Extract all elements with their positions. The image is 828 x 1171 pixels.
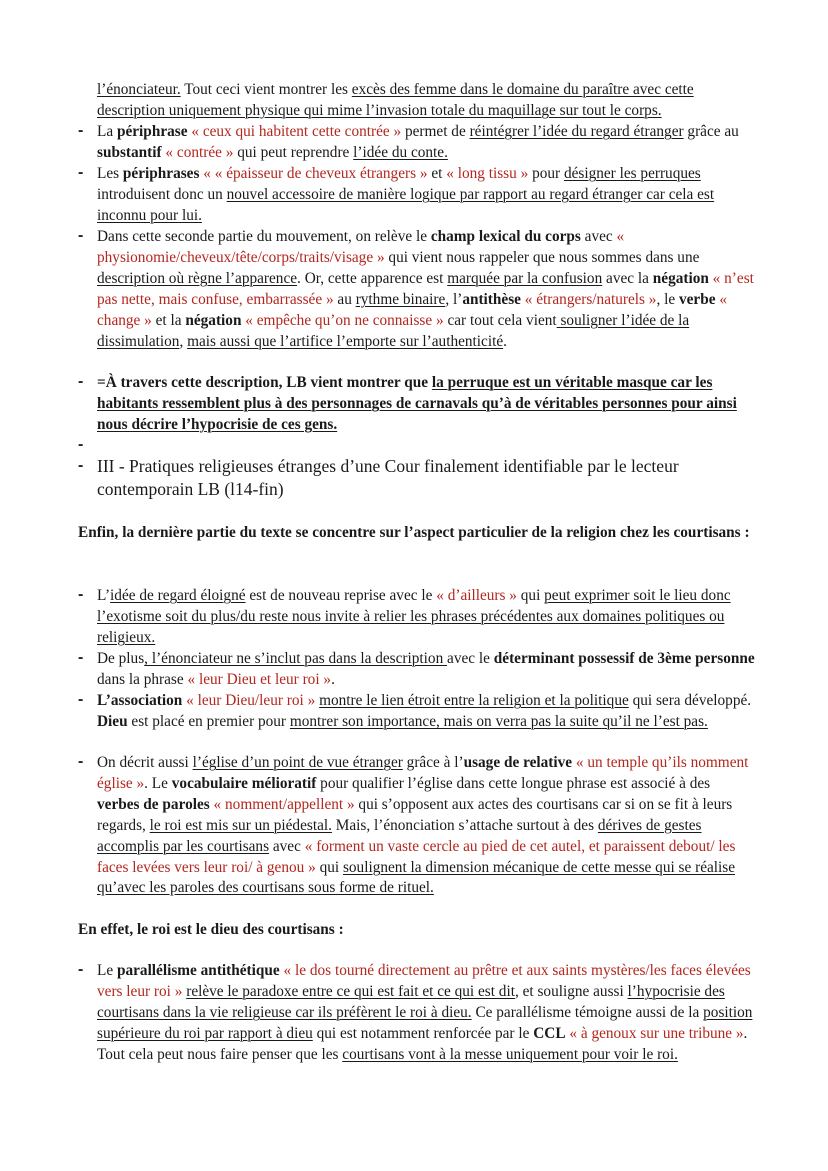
- list-item: - De plus, l’énonciateur ne s’inclut pas dans la description avec le déterminant possessif de 3ème personne dans la phrase « leur Dieu et leur roi ».: [78, 649, 755, 688]
- list-item: - L’idée de regard éloigné est de nouveau reprise avec le « d’ailleurs » qui peut exprimer soit le lieu donc l’exotisme soit du plus/du reste nous invite à relier les phrases précédentes aux domaines politiques ou religieux.: [78, 586, 731, 646]
- list-item: - La périphrase « ceux qui habitent cette contrée » permet de réintégrer l’idée du regard étranger grâce au substantif « contrée » qui peut reprendre l’idée du conte.: [78, 122, 739, 161]
- list-item: - Le parallélisme antithétique « le dos tourné directement au prêtre et aux saints mystères/les faces élevées vers leur roi » relève le paradoxe entre ce qui est fait et ce qui est dit, et souligne aussi l’hypocrisie des courtisans dans la vie religieuse car ils préfèrent le roi à dieu. Ce parallélisme témoigne aussi de la position supérieure du roi par rapport à dieu qui est notamment renforcée par le CCL « à genoux sur une tribune ». Tout cela peut nous faire penser que les courtisans vont à la messe uniquement pour voir le roi.: [78, 961, 753, 1063]
- bullet-dash: -: [78, 961, 84, 978]
- bullet-dash: -: [78, 373, 84, 390]
- list-item: - L’association « leur Dieu/leur roi » montre le lien étroit entre la religion et la politique qui sera développé. Dieu est placé en premier pour montrer son importance, mais on verra pas la suite qu’il ne l’est pas.: [78, 691, 752, 730]
- bullet-dash: -: [78, 691, 84, 708]
- list-item: - Les périphrases « « épaisseur de cheveux étrangers » et « long tissu » pour désigner les perruques introduisent donc un nouvel accessoire de manière logique par rapport au regard étranger car cela est inconnu pour lui.: [78, 164, 715, 224]
- list-item-empty: [78, 436, 756, 457]
- bullet-dash: -: [78, 122, 84, 139]
- list-item: - =À travers cette description, LB vient montrer que la perruque est un véritable masque car les habitants ressemblent plus à des personnages de carnavals qu’à de véritables personnes pour ainsi nous décrire l’hypocrisie de ces gens.: [78, 373, 737, 433]
- bullet-dash: -: [78, 227, 84, 244]
- bullet-dash: -: [78, 457, 84, 474]
- bullet-dash: -: [78, 436, 84, 453]
- bullet-dash: -: [78, 586, 84, 603]
- section-intro: Enfin, la dernière partie du texte se concentre sur l’aspect particulier de la religion chez les courtisans :: [78, 524, 750, 541]
- bullet-dash: -: [78, 753, 84, 770]
- section-heading: - III - Pratiques religieuses étranges d’une Cour finalement identifiable par le lecteur contemporain LB (l14-fin): [78, 456, 679, 499]
- continuation-paragraph: l’énonciateur. Tout ceci vient montrer les excès des femme dans le domaine du paraître avec cette description uniquement physique qui mime l’invasion totale du maquillage sur tout le corps.: [97, 81, 694, 119]
- list-item: - Dans cette seconde partie du mouvement, on relève le champ lexical du corps avec « physionomie/cheveux/tête/corps/traits/visage » qui vient nous rappeler que nous sommes dans une description où règne l’apparence. Or, cette apparence est marquée par la confusion avec la négation « n’est pas nette, mais confuse, embarrassée » au rythme binaire, l’antithèse « étrangers/naturels », le verbe « change » et la négation « empêche qu’on ne connaisse » car tout cela vient souligner l’idée de la dissimulation, mais aussi que l’artifice l’emporte sur l’authenticité.: [78, 227, 754, 350]
- list-item: - On décrit aussi l’église d’un point de vue étranger grâce à l’usage de relative « un temple qu’ils nomment église ». Le vocabulaire mélioratif pour qualifier l’église dans cette longue phrase est associé à des verbes de paroles « nomment/appellent » qui s’opposent aux actes des courtisans car si on se fit à leurs regards, le roi est mis sur un piédestal. Mais, l’énonciation s’attache surtout à des dérives de gestes accomplis par les courtisans avec « forment un vaste cercle au pied de cet autel, et paraissent debout/ les faces levées vers leur roi/ à genou » qui soulignent la dimension mécanique de cette messe qui se réalise qu’avec les paroles des courtisans sous forme de rituel.: [78, 753, 749, 897]
- bullet-dash: -: [78, 164, 84, 181]
- subheading: En effet, le roi est le dieu des courtisans :: [78, 921, 344, 938]
- bullet-dash: -: [78, 649, 84, 666]
